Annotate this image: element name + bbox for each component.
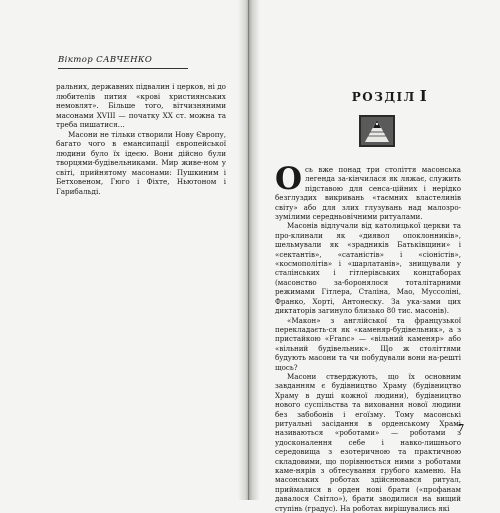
right-paragraph-3: «Макон» з англійської та французької перекладаєть-ся як «каменяр-будівельник», а з пристайкою «Franc» — «вільний каменяр» або «вільний будівельник». Що ж століттями будують масони та чи побудували вони на-решті щось? (275, 315, 461, 372)
page-number: 7 (458, 424, 465, 434)
left-paragraph-1: ральних, державних підвалин і церков, ні до любителів пития «крові християнських немовлят». Більше того, вітчизняними масонами XVIII — початку XX ст. можна та треба пишатися… (56, 82, 226, 129)
first-paragraph-text: сь вже понад три століття масонська легенда за-кінчилася як ляжає, служить підставою для сенса-ційних і нерідко безглуздих викривань «таємних властелинів світу» або для злих глузувань над малозро-зумілими середньовічними ритуалами. (275, 165, 461, 222)
chapter-heading (330, 87, 450, 105)
right-page-body (275, 161, 461, 513)
right-paragraph-4: Масони стверджують, що їх основним завданням є будівництво Храму (будівництво Храму в душі кожної людини), будівництво нового суспільства та виховання нової людини без забобонів і егоїзму. Тому масонські ритуальні засідання в орденському Храмі називаються «роботами» — роботами з удосконалення себе і навко-лишнього середовища з езотеричною та практичною складовими, що порівнюється ними з роботами каме-нярів з обтесування грубого каменю. На масонських роботах здійснювався ритуал, приймалися в орден нові брати («профанам давалося Світло»), брати зводилися на вищий ступінь (градус). На роботах вирішувались які (275, 371, 461, 513)
drop-cap: О (275, 161, 303, 197)
running-head-rule (58, 68, 188, 69)
book-gutter (238, 0, 260, 500)
chapter-number: I (419, 87, 429, 105)
masonic-pyramid-emblem-icon (358, 114, 396, 148)
chapter-label: РОЗДІЛ (351, 90, 416, 104)
running-head: Віктор САВЧЕНКО (58, 55, 153, 65)
right-paragraph-2: Масонів відлучали від католицької церкви та про-клинали як «диявол опоклонників», шельмували як «зрадників Батьківщини» і «сектантів», «сатаністів» і «сіоністів», «космополітів» і «шарлатанів», знищували у сталінських і гітлерівських концтаборах (масонство за-боронялося тоталітарними режимами Гітлера, Сталіна, Мао, Муссоліні, Франко, Хорті, Антонеску. За ука-зами цих диктаторів загинуло близько 80 тис. масонів). (275, 221, 461, 316)
left-paragraph-2: Масони не тільки створили Нову Європу, багато чого в емансипації європейської людини було їх ідеєю. Вони дійсно були творцями-будівельниками. Мир живе-ном у світі, прийнятому масонами: Пушкиним і Бетховеном, Гюго і Фіхте, Ньютоном і Гарибальді. (56, 129, 226, 196)
left-page-body (56, 82, 226, 196)
left-page (0, 0, 240, 500)
right-paragraph-1 (275, 161, 461, 222)
